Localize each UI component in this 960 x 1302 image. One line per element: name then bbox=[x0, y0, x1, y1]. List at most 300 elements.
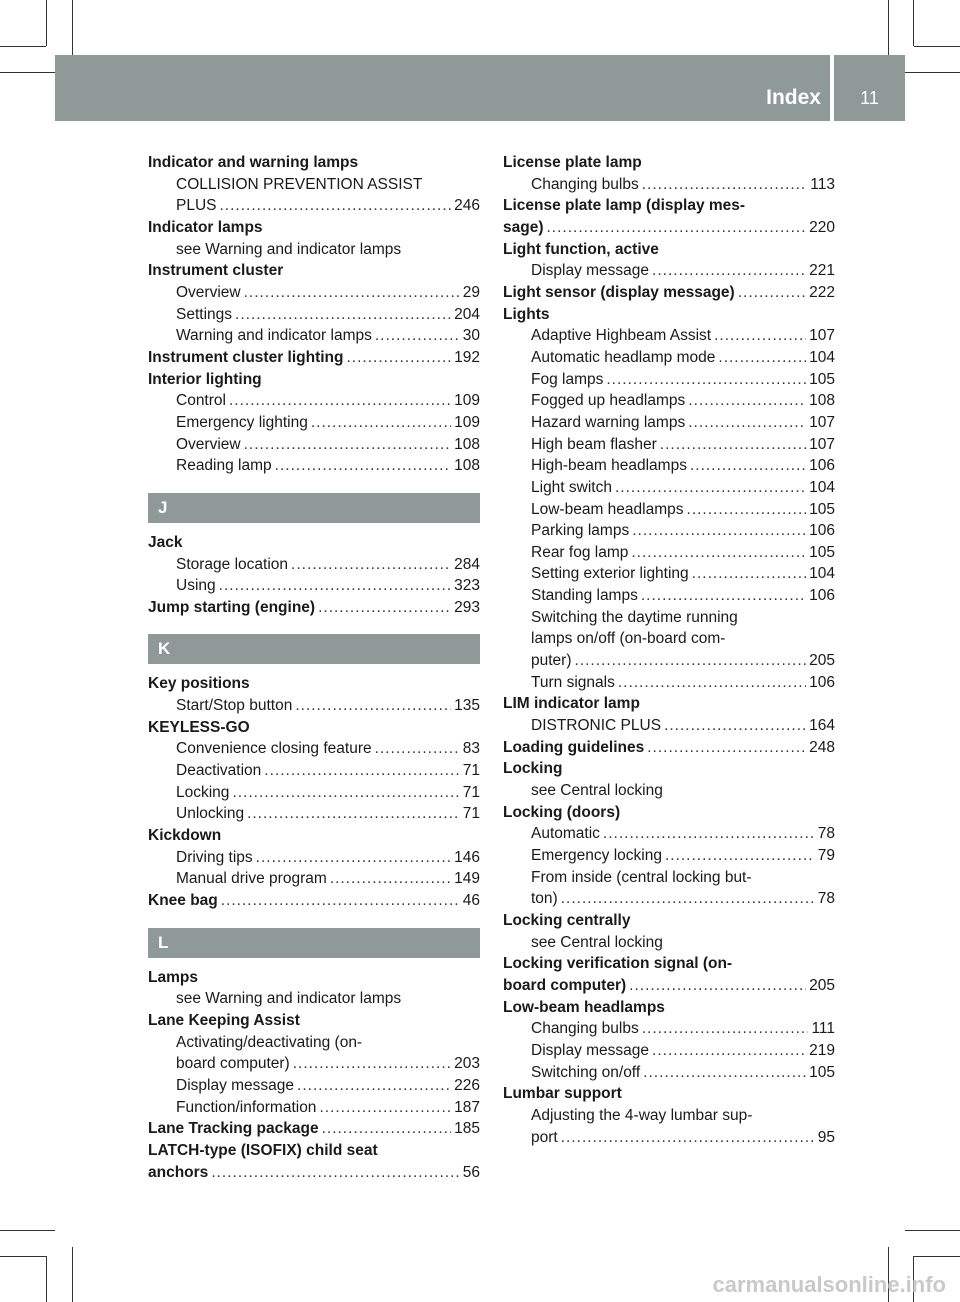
leader-dots bbox=[293, 1053, 451, 1075]
crop-mark bbox=[46, 1256, 47, 1302]
entry-label: Lane Tracking package bbox=[148, 1120, 319, 1138]
index-entry bbox=[503, 802, 835, 824]
page-reference[interactable]: 30 bbox=[462, 327, 480, 345]
index-subentry[interactable] bbox=[503, 1018, 835, 1040]
page-reference[interactable]: 107 bbox=[809, 327, 835, 345]
entry-label: Light switch bbox=[531, 478, 612, 496]
page-reference[interactable]: 105 bbox=[809, 370, 835, 388]
leader-dots bbox=[631, 542, 806, 564]
entry-label: Using bbox=[176, 577, 216, 595]
entry-label: Loading guidelines bbox=[503, 738, 645, 756]
crop-mark bbox=[905, 1230, 960, 1231]
leader-dots bbox=[652, 1040, 806, 1062]
leader-dots bbox=[275, 455, 451, 477]
leader-dots bbox=[221, 890, 460, 912]
entry-label: Fog lamps bbox=[531, 370, 604, 388]
entry-label: Convenience closing feature bbox=[176, 740, 372, 758]
page-reference[interactable]: 104 bbox=[809, 348, 835, 366]
leader-dots bbox=[688, 412, 806, 434]
entry-label: Knee bag bbox=[148, 892, 218, 910]
index-subentry bbox=[148, 239, 480, 261]
page-reference[interactable]: 219 bbox=[809, 1041, 835, 1059]
entry-label: Standing lamps bbox=[531, 587, 638, 605]
entry-label: Display message bbox=[531, 262, 650, 280]
entry-label: Adaptive Highbeam Assist bbox=[531, 327, 712, 345]
entry-label: see Warning and indicator lamps bbox=[176, 990, 402, 1008]
index-entry bbox=[503, 152, 835, 174]
page-reference[interactable]: 108 bbox=[454, 457, 480, 475]
entry-label: Jack bbox=[148, 533, 183, 551]
index-subentry[interactable] bbox=[503, 455, 835, 477]
page-reference[interactable]: 105 bbox=[809, 500, 835, 518]
index-subentry bbox=[503, 867, 835, 889]
section-letter: L bbox=[148, 928, 480, 958]
page-reference[interactable]: 284 bbox=[454, 555, 480, 573]
leader-dots bbox=[660, 434, 806, 456]
index-subentry[interactable] bbox=[148, 325, 480, 347]
page-reference[interactable]: 104 bbox=[809, 478, 835, 496]
entry-label: From inside (central locking but- bbox=[531, 868, 752, 886]
index-entry[interactable] bbox=[503, 282, 835, 304]
entry-label: Adjusting the 4-way lumbar sup- bbox=[531, 1106, 753, 1124]
entry-label: High-beam headlamps bbox=[531, 457, 687, 475]
leader-dots bbox=[561, 888, 815, 910]
index-entry bbox=[503, 693, 835, 715]
leader-dots bbox=[641, 585, 806, 607]
entry-label: lamps on/off (on-board com- bbox=[531, 630, 726, 648]
index-entry bbox=[148, 217, 480, 239]
leader-dots bbox=[244, 434, 452, 456]
index-entry bbox=[148, 673, 480, 695]
page-reference[interactable]: 205 bbox=[809, 976, 835, 994]
leader-dots bbox=[738, 282, 806, 304]
entry-label: DISTRONIC PLUS bbox=[531, 717, 662, 735]
crop-mark bbox=[888, 0, 889, 55]
leader-dots bbox=[688, 390, 806, 412]
page-reference[interactable]: 113 bbox=[810, 175, 835, 193]
index-subentry bbox=[503, 932, 835, 954]
page-reference[interactable]: 185 bbox=[454, 1120, 480, 1138]
index-subentry[interactable] bbox=[503, 1040, 835, 1062]
leader-dots bbox=[642, 174, 808, 196]
crop-mark bbox=[72, 1247, 73, 1302]
leader-dots bbox=[244, 282, 460, 304]
entry-label: Start/Stop button bbox=[176, 697, 293, 715]
page-reference[interactable]: 220 bbox=[809, 218, 835, 236]
entry-label: see Warning and indicator lamps bbox=[176, 240, 402, 258]
entry-label: Emergency lighting bbox=[176, 413, 308, 431]
page-reference[interactable]: 221 bbox=[809, 262, 835, 280]
index-subentry bbox=[148, 174, 480, 196]
page-reference[interactable]: 107 bbox=[809, 435, 835, 453]
entry-label: Low-beam headlamps bbox=[531, 500, 684, 518]
entry-label: Reading lamp bbox=[176, 457, 272, 475]
entry-label: Settings bbox=[176, 305, 233, 323]
page-reference[interactable]: 149 bbox=[454, 870, 480, 888]
entry-label: Kickdown bbox=[148, 827, 222, 845]
entry-label: Low-beam headlamps bbox=[503, 998, 665, 1016]
index-subentry[interactable] bbox=[148, 575, 480, 597]
entry-label: Locking bbox=[176, 783, 230, 801]
page-reference[interactable]: 164 bbox=[809, 717, 835, 735]
crop-mark bbox=[913, 0, 914, 46]
entry-label: Hazard warning lamps bbox=[531, 413, 686, 431]
index-subentry[interactable] bbox=[148, 390, 480, 412]
entry-label: LATCH-type (ISOFIX) child seat bbox=[148, 1141, 378, 1159]
entry-label: Setting exterior lighting bbox=[531, 565, 689, 583]
index-subentry[interactable] bbox=[148, 760, 480, 782]
entry-label: Lumbar support bbox=[503, 1085, 622, 1103]
index-entry bbox=[148, 967, 480, 989]
page-reference[interactable]: 222 bbox=[809, 283, 835, 301]
page-reference[interactable]: 71 bbox=[462, 805, 480, 823]
entry-label: anchors bbox=[148, 1163, 209, 1181]
entry-label: see Central locking bbox=[531, 933, 663, 951]
entry-label: Locking (doors) bbox=[503, 803, 621, 821]
section-letter: K bbox=[148, 634, 480, 664]
leader-dots bbox=[714, 325, 806, 347]
page-reference[interactable]: 226 bbox=[454, 1076, 480, 1094]
page-reference[interactable]: 104 bbox=[809, 565, 835, 583]
index-subentry[interactable] bbox=[503, 1127, 835, 1149]
page-reference[interactable]: 106 bbox=[809, 522, 835, 540]
index-entry bbox=[148, 1010, 480, 1032]
page-reference[interactable]: 78 bbox=[817, 825, 835, 843]
leader-dots bbox=[211, 1162, 459, 1184]
entry-label: Key positions bbox=[148, 675, 250, 693]
page-reference[interactable]: 293 bbox=[454, 598, 480, 616]
entry-label: Lamps bbox=[148, 968, 198, 986]
index-entry bbox=[148, 825, 480, 847]
entry-label: Rear fog lamp bbox=[531, 543, 629, 561]
entry-label: Function/information bbox=[176, 1098, 317, 1116]
leader-dots bbox=[632, 520, 806, 542]
entry-label: License plate lamp bbox=[503, 154, 642, 171]
index-subentry[interactable] bbox=[503, 715, 835, 737]
entry-label: Turn signals bbox=[531, 673, 615, 691]
leader-dots bbox=[264, 760, 459, 782]
index-subentry[interactable] bbox=[148, 738, 480, 760]
index-subentry[interactable] bbox=[503, 434, 835, 456]
crop-mark bbox=[0, 46, 46, 47]
leader-dots bbox=[375, 738, 460, 760]
entry-label: Fogged up headlamps bbox=[531, 392, 686, 410]
entry-label: Changing bulbs bbox=[531, 1020, 639, 1038]
page-reference[interactable]: 79 bbox=[817, 847, 835, 864]
page-reference[interactable]: 246 bbox=[454, 197, 480, 215]
index-subentry[interactable] bbox=[503, 390, 835, 412]
index-entry[interactable] bbox=[503, 217, 835, 239]
index-subentry[interactable] bbox=[503, 499, 835, 521]
leader-dots bbox=[629, 975, 806, 997]
leader-dots bbox=[346, 347, 451, 369]
index-subentry[interactable] bbox=[503, 585, 835, 607]
entry-label: Control bbox=[176, 392, 226, 410]
leader-dots bbox=[615, 477, 806, 499]
leader-dots bbox=[718, 347, 806, 369]
entry-label: board computer) bbox=[176, 1055, 290, 1073]
index-subentry[interactable] bbox=[503, 260, 835, 282]
leader-dots bbox=[692, 563, 806, 585]
entry-label: Locking centrally bbox=[503, 911, 631, 929]
entry-label: port bbox=[531, 1128, 558, 1146]
index-subentry[interactable] bbox=[148, 455, 480, 477]
entry-label: Indicator and warning lamps bbox=[148, 154, 359, 171]
index-subentry[interactable] bbox=[503, 888, 835, 910]
index-subentry[interactable] bbox=[148, 434, 480, 456]
index-entry bbox=[503, 758, 835, 780]
index-column-left bbox=[148, 152, 480, 1183]
index-subentry[interactable] bbox=[148, 1075, 480, 1097]
entry-label: see Central locking bbox=[531, 782, 663, 800]
index-subentry[interactable] bbox=[148, 195, 480, 217]
index-entry bbox=[503, 1083, 835, 1105]
page-reference[interactable]: 71 bbox=[462, 762, 480, 780]
entry-label: Instrument cluster bbox=[148, 262, 284, 280]
index-subentry[interactable] bbox=[148, 847, 480, 869]
index-subentry[interactable] bbox=[503, 563, 835, 585]
entry-label: Changing bulbs bbox=[531, 175, 639, 193]
entry-label: Lane Keeping Assist bbox=[148, 1012, 300, 1029]
page-reference[interactable]: 111 bbox=[811, 1020, 835, 1038]
leader-dots bbox=[687, 499, 807, 521]
page-reference[interactable]: 46 bbox=[462, 892, 480, 910]
crop-mark bbox=[914, 1256, 960, 1257]
crop-mark bbox=[46, 0, 47, 46]
page-number: 11 bbox=[860, 88, 879, 108]
page-reference[interactable]: 78 bbox=[817, 890, 835, 908]
page-reference[interactable]: 106 bbox=[809, 587, 835, 605]
index-subentry[interactable] bbox=[503, 174, 835, 196]
leader-dots bbox=[319, 1097, 451, 1119]
entry-label: Automatic bbox=[531, 825, 600, 843]
index-entry bbox=[148, 152, 480, 174]
index-entry bbox=[503, 953, 835, 975]
entry-label: sage) bbox=[503, 218, 544, 236]
page-reference[interactable]: 192 bbox=[454, 348, 480, 366]
leader-dots bbox=[606, 369, 806, 391]
leader-dots bbox=[229, 390, 451, 412]
entry-label: Overview bbox=[176, 283, 241, 301]
page-reference[interactable]: 95 bbox=[817, 1128, 835, 1146]
index-entry[interactable] bbox=[148, 1162, 480, 1184]
index-subentry bbox=[503, 780, 835, 802]
leader-dots bbox=[618, 672, 806, 694]
entry-label: Switching on/off bbox=[531, 1063, 641, 1081]
index-subentry[interactable] bbox=[148, 282, 480, 304]
entry-label: Jump starting (engine) bbox=[148, 598, 316, 616]
index-subentry bbox=[503, 607, 835, 629]
entry-label: Warning and indicator lamps bbox=[176, 327, 372, 345]
page-reference[interactable]: 108 bbox=[454, 435, 480, 453]
page-reference[interactable]: 109 bbox=[454, 392, 480, 410]
index-entry[interactable] bbox=[503, 975, 835, 997]
watermark: carmanualsonline.info bbox=[712, 1272, 946, 1297]
page-reference[interactable]: 107 bbox=[809, 413, 835, 431]
entry-label: Instrument cluster lighting bbox=[148, 348, 344, 366]
index-subentry[interactable] bbox=[503, 845, 835, 867]
index-subentry bbox=[148, 988, 480, 1010]
page-reference[interactable]: 204 bbox=[454, 305, 480, 323]
index-subentry[interactable] bbox=[503, 650, 835, 672]
leader-dots bbox=[256, 847, 451, 869]
leader-dots bbox=[330, 868, 451, 890]
leader-dots bbox=[375, 325, 460, 347]
index-subentry[interactable] bbox=[148, 868, 480, 890]
index-subentry[interactable] bbox=[148, 1053, 480, 1075]
leader-dots bbox=[547, 217, 807, 239]
leader-dots bbox=[642, 1018, 809, 1040]
entry-label: Light function, active bbox=[503, 240, 659, 258]
index-subentry[interactable] bbox=[148, 412, 480, 434]
page-reference[interactable]: 187 bbox=[454, 1098, 480, 1116]
index-entry[interactable] bbox=[148, 890, 480, 912]
entry-label: Lights bbox=[503, 305, 550, 323]
index-entry bbox=[148, 260, 480, 282]
entry-label: Switching the daytime running bbox=[531, 608, 738, 626]
leader-dots bbox=[690, 455, 806, 477]
page-reference[interactable]: 146 bbox=[454, 848, 480, 866]
page-title: Index bbox=[766, 86, 821, 109]
crop-mark bbox=[905, 72, 960, 73]
index-subentry[interactable] bbox=[503, 325, 835, 347]
index-entry bbox=[503, 910, 835, 932]
entry-label: board computer) bbox=[503, 976, 627, 994]
index-subentry[interactable] bbox=[148, 782, 480, 804]
leader-dots bbox=[643, 1062, 806, 1084]
entry-label: Automatic headlamp mode bbox=[531, 348, 716, 366]
index-entry bbox=[503, 304, 835, 326]
entry-label: Light sensor (display message) bbox=[503, 283, 735, 301]
crop-mark bbox=[0, 72, 55, 73]
index-subentry[interactable] bbox=[503, 369, 835, 391]
leader-dots bbox=[318, 597, 451, 619]
entry-label: High beam flasher bbox=[531, 435, 657, 453]
page-reference[interactable]: 203 bbox=[454, 1055, 480, 1073]
entry-label: Indicator lamps bbox=[148, 218, 263, 236]
index-subentry[interactable] bbox=[148, 554, 480, 576]
page-reference[interactable]: 205 bbox=[809, 652, 835, 670]
entry-label: Overview bbox=[176, 435, 241, 453]
index-entry bbox=[148, 717, 480, 739]
crop-mark bbox=[914, 46, 960, 47]
entry-label: Storage location bbox=[176, 555, 289, 573]
index-subentry[interactable] bbox=[503, 542, 835, 564]
leader-dots bbox=[575, 650, 807, 672]
index-entry bbox=[148, 1140, 480, 1162]
entry-label: Manual drive program bbox=[176, 870, 327, 888]
index-subentry[interactable] bbox=[148, 803, 480, 825]
index-entry bbox=[503, 195, 835, 217]
page-reference[interactable]: 248 bbox=[809, 738, 835, 756]
index-subentry[interactable] bbox=[503, 1062, 835, 1084]
entry-label: Locking bbox=[503, 760, 563, 778]
leader-dots bbox=[665, 845, 815, 867]
entry-label: Driving tips bbox=[176, 848, 253, 866]
leader-dots bbox=[561, 1127, 815, 1149]
entry-label: LIM indicator lamp bbox=[503, 695, 640, 713]
leader-dots bbox=[235, 304, 451, 326]
entry-label: ton) bbox=[531, 890, 558, 908]
entry-label: KEYLESS-GO bbox=[148, 718, 250, 736]
index-subentry bbox=[503, 628, 835, 650]
page-reference[interactable]: 71 bbox=[462, 783, 480, 801]
index-entry bbox=[148, 369, 480, 391]
index-entry bbox=[148, 532, 480, 554]
page-reference[interactable]: 106 bbox=[809, 457, 835, 475]
section-letter: J bbox=[148, 493, 480, 523]
leader-dots bbox=[295, 695, 451, 717]
leader-dots bbox=[219, 575, 451, 597]
page-reference[interactable]: 105 bbox=[809, 543, 835, 561]
index-entry[interactable] bbox=[148, 597, 480, 619]
index-entry bbox=[503, 997, 835, 1019]
entry-label: Locking verification signal (on- bbox=[503, 955, 733, 973]
entry-label: Parking lamps bbox=[531, 522, 630, 540]
index-subentry[interactable] bbox=[503, 477, 835, 499]
page-reference[interactable]: 29 bbox=[462, 283, 480, 301]
entry-label: puter) bbox=[531, 652, 572, 670]
leader-dots bbox=[232, 782, 459, 804]
page-reference[interactable]: 135 bbox=[454, 697, 480, 715]
entry-label: Activating/deactivating (on- bbox=[176, 1033, 363, 1051]
index-subentry[interactable] bbox=[503, 520, 835, 542]
crop-mark bbox=[0, 1230, 55, 1231]
page-reference[interactable]: 83 bbox=[462, 740, 480, 758]
entry-label: Display message bbox=[531, 1041, 650, 1059]
leader-dots bbox=[322, 1118, 452, 1140]
index-entry bbox=[503, 239, 835, 261]
entry-label: Display message bbox=[176, 1076, 295, 1094]
index-entry[interactable] bbox=[148, 1118, 480, 1140]
leader-dots bbox=[220, 195, 452, 217]
entry-label: COLLISION PREVENTION ASSIST bbox=[176, 175, 423, 193]
index-subentry[interactable] bbox=[503, 347, 835, 369]
page-reference[interactable]: 105 bbox=[809, 1063, 835, 1081]
index-subentry[interactable] bbox=[503, 823, 835, 845]
page-reference[interactable]: 323 bbox=[454, 577, 480, 595]
entry-label: Interior lighting bbox=[148, 370, 262, 388]
entry-label: Deactivation bbox=[176, 762, 262, 780]
leader-dots bbox=[664, 715, 806, 737]
leader-dots bbox=[652, 260, 806, 282]
index-subentry[interactable] bbox=[148, 304, 480, 326]
leader-dots bbox=[647, 737, 806, 759]
index-subentry bbox=[148, 1032, 480, 1054]
leader-dots bbox=[603, 823, 815, 845]
entry-label: Unlocking bbox=[176, 805, 245, 823]
index-column-right bbox=[503, 152, 835, 1148]
crop-mark bbox=[72, 0, 73, 55]
leader-dots bbox=[247, 803, 460, 825]
index-entry[interactable] bbox=[503, 737, 835, 759]
page-reference[interactable]: 106 bbox=[809, 673, 835, 691]
index-subentry[interactable] bbox=[148, 695, 480, 717]
entry-label: License plate lamp (display mes- bbox=[503, 197, 746, 215]
leader-dots bbox=[311, 412, 451, 434]
page-reference[interactable]: 108 bbox=[809, 392, 835, 410]
page-reference[interactable]: 109 bbox=[454, 413, 480, 431]
index-subentry[interactable] bbox=[148, 1097, 480, 1119]
index-entry[interactable] bbox=[148, 347, 480, 369]
entry-label: PLUS bbox=[176, 197, 217, 215]
leader-dots bbox=[297, 1075, 451, 1097]
index-subentry bbox=[503, 1105, 835, 1127]
index-subentry[interactable] bbox=[503, 672, 835, 694]
entry-label: Emergency locking bbox=[531, 847, 662, 864]
page-reference[interactable]: 56 bbox=[462, 1163, 480, 1181]
index-subentry[interactable] bbox=[503, 412, 835, 434]
